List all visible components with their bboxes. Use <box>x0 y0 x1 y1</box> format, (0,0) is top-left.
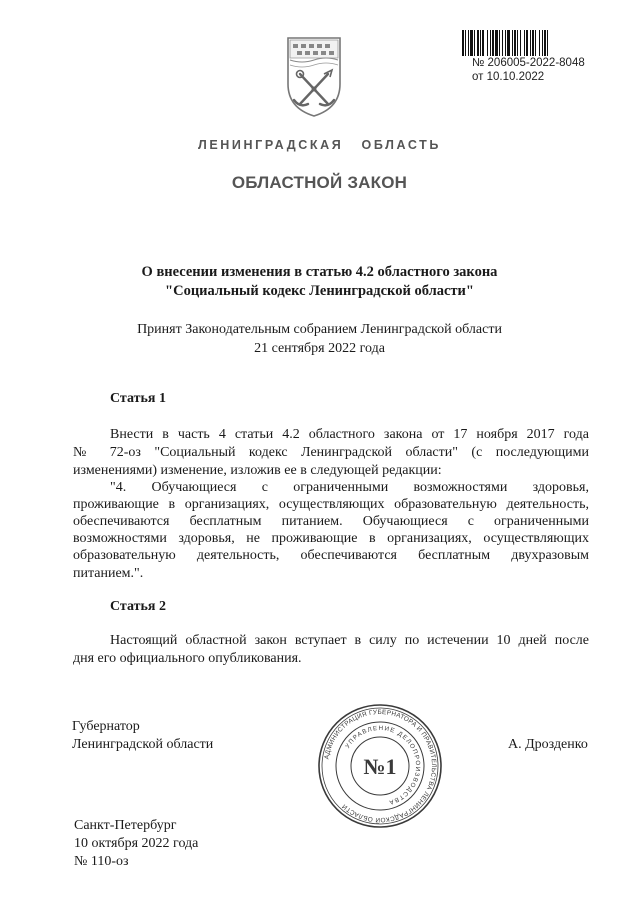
barcode-bar <box>492 30 494 56</box>
seal-inner-text: УПРАВЛЕНИЕ ДЕЛОПРОИЗВОДСТВА <box>344 724 422 806</box>
article-1-text-line: образовательную деятельность, обеспечиваются бесплатным двухразовым <box>73 548 589 563</box>
article-2-heading: Статья 2 <box>110 599 166 614</box>
barcode-bar <box>480 30 481 56</box>
barcode-bar <box>465 30 466 56</box>
barcode-bar <box>524 30 525 56</box>
article-1-text-line: "4. Обучающиеся с ограниченными возможностями здоровья, <box>110 480 589 495</box>
barcode-bar <box>530 30 531 56</box>
coat-of-arms-icon <box>280 34 348 120</box>
barcode-bar <box>539 30 540 56</box>
barcode-bar <box>474 30 475 56</box>
article-1-text-line: обеспечиваются бесплатным питанием. Обучающиеся с ограниченными <box>73 514 589 529</box>
barcode-bar <box>495 30 498 56</box>
barcode-bar <box>512 30 513 56</box>
official-seal <box>316 702 444 830</box>
barcode-bar <box>482 30 484 56</box>
signatory-name: А. Дрозденко <box>508 737 588 752</box>
barcode-bar <box>502 30 503 56</box>
law-type-heading: ОБЛАСТНОЙ ЗАКОН <box>231 173 408 192</box>
registration-number: № 206005-2022-8048 <box>472 57 585 69</box>
article-1-text-line: Внести в часть 4 статьи 4.2 областного закона от 17 ноября 2017 года <box>110 427 589 442</box>
signing-date: 10 октября 2022 года <box>74 836 199 851</box>
law-number: № 110-оз <box>74 854 129 869</box>
seal-center-number: №1 <box>363 754 397 779</box>
barcode-bar <box>505 30 506 56</box>
article-1-text-line: изменениями) изменение, изложив ее в следующей редакции: <box>73 463 442 478</box>
barcode-bar <box>532 30 534 56</box>
barcode-bar <box>526 30 528 56</box>
article-2-text-line: Настоящий областной закон вступает в силу по истечении 10 дней после <box>110 633 589 648</box>
barcode-bar <box>544 30 546 56</box>
barcode-bar <box>520 30 521 56</box>
region-heading: ЛЕНИНГРАДСКАЯ ОБЛАСТЬ <box>198 138 441 152</box>
article-1-text-line: питанием.". <box>73 566 144 581</box>
barcode-bar <box>490 30 491 56</box>
barcode-bar <box>468 30 469 56</box>
article-1-heading: Статья 1 <box>110 391 166 406</box>
barcode-bar <box>487 30 488 56</box>
barcode-bar <box>535 30 536 56</box>
barcode-bar <box>477 30 479 56</box>
signatory-title-line-2: Ленинградской области <box>72 737 214 752</box>
registration-date: от 10.10.2022 <box>472 71 545 83</box>
barcode-bar <box>542 30 543 56</box>
barcode-bar <box>470 30 473 56</box>
adopted-line-2: 21 сентября 2022 года <box>254 341 385 356</box>
article-1-text-line: проживающие в организациях, осуществляющих образовательную деятельность, <box>73 497 589 512</box>
barcode-bar <box>499 30 500 56</box>
article-1-text-line: № 72-оз "Социальный кодекс Ленинградской области" (с последующими <box>73 445 589 460</box>
barcode <box>462 30 590 56</box>
signatory-title-line-1: Губернатор <box>72 719 140 734</box>
barcode-bar <box>514 30 516 56</box>
barcode-bar <box>507 30 510 56</box>
law-title-line-1: О внесении изменения в статью 4.2 областного закона <box>141 264 498 280</box>
barcode-bar <box>517 30 518 56</box>
registration-block <box>472 56 585 84</box>
article-2-text-line: дня его официального опубликования. <box>73 651 302 666</box>
barcode-bar <box>547 30 548 56</box>
law-title-line-2: "Социальный кодекс Ленинградской области" <box>165 283 474 299</box>
barcode-bar <box>462 30 464 56</box>
place-of-signing: Санкт-Петербург <box>74 818 177 833</box>
adopted-line-1: Принят Законодательным собранием Ленинградской области <box>137 322 502 337</box>
article-1-text-line: возможностями здоровья, не проживающие в организациях, осуществляющих <box>73 531 589 546</box>
seal-outer-text: АДМИНИСТРАЦИЯ ГУБЕРНАТОРА И ПРАВИТЕЛЬСТВА ЛЕНИНГРАДСКОЙ ОБЛАСТИ <box>323 708 438 824</box>
